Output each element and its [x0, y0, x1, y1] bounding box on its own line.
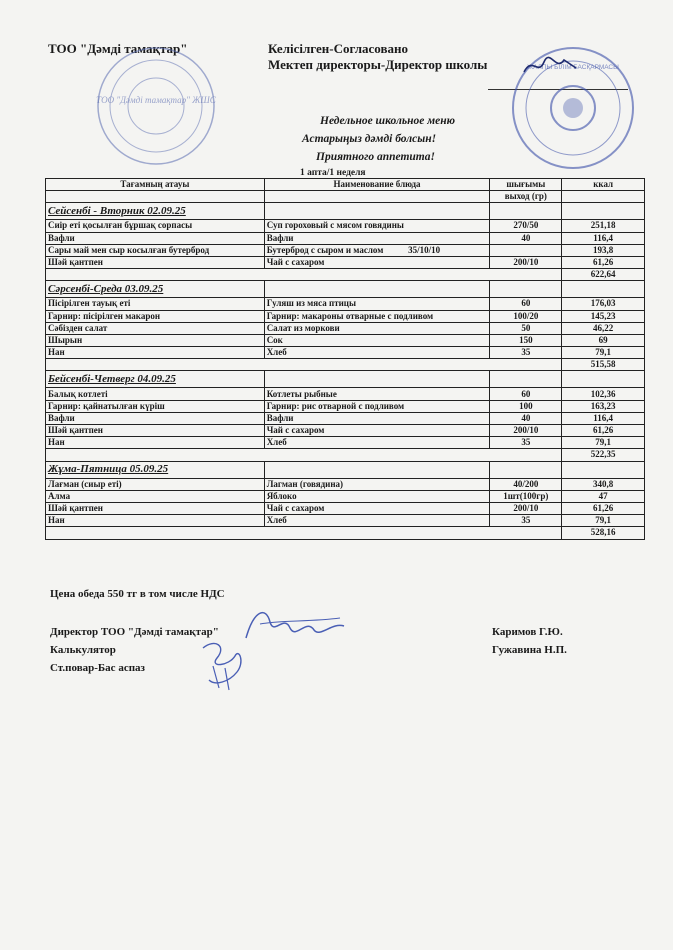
dish-yield: 40/200	[490, 478, 562, 490]
table-row	[46, 490, 645, 502]
total-row	[46, 527, 645, 539]
dish-kz: Сиір еті қосылған бұршақ сорпасы	[46, 220, 265, 232]
col-name-kz: Тағамның атауы	[46, 179, 265, 191]
dish-kz: Нан	[46, 515, 265, 527]
wish-kz: Астарыңыз дәмді болсын!	[302, 133, 437, 145]
dish-yield: 35	[490, 347, 562, 359]
header-row	[46, 179, 645, 191]
total-row	[46, 449, 645, 461]
dish-ru: Вафли	[264, 232, 490, 244]
school-stamp-text: ЖАЛПЫ БІЛІМ БАСҚАРМАСЫ	[527, 64, 619, 71]
dish-ru: Чай с сахаром	[264, 256, 490, 268]
menu-table	[45, 178, 645, 540]
col-yield-kz: шығымы	[490, 179, 562, 191]
day-row	[46, 203, 645, 220]
dish-kz: Балық котлеті	[46, 388, 265, 400]
dish-kcal: 145,23	[562, 310, 645, 322]
table-row	[46, 388, 645, 400]
dish-ru: Салат из моркови	[264, 322, 490, 334]
dish-ru: Чай с сахаром	[264, 425, 490, 437]
table-row	[46, 334, 645, 346]
dish-kz: Пісірілген тауық еті	[46, 298, 265, 310]
week-label: 1 апта/1 неделя	[300, 168, 366, 178]
day-total: 528,16	[562, 527, 645, 539]
dish-ru: Суп гороховый с мясом говядины	[264, 220, 490, 232]
day-row	[46, 371, 645, 388]
col-yield-ru: выход (гр)	[490, 191, 562, 203]
day-total: 522,35	[562, 449, 645, 461]
dish-ru: Чай с сахаром	[264, 502, 490, 514]
day-row	[46, 461, 645, 478]
dish-ru: Гарнир: макароны отварные с подливом	[264, 310, 490, 322]
dish-ru: Лагман (говядина)	[264, 478, 490, 490]
dish-yield: 40	[490, 232, 562, 244]
table-row	[46, 256, 645, 268]
dish-kz: Гарнир: қайнатылған күріш	[46, 400, 265, 412]
dish-kcal: 61,26	[562, 256, 645, 268]
dish-yield: 60	[490, 388, 562, 400]
table-row	[46, 298, 645, 310]
dish-ru: Котлеты рыбные	[264, 388, 490, 400]
dish-kcal: 116,4	[562, 232, 645, 244]
dish-kcal: 176,03	[562, 298, 645, 310]
dish-kcal: 61,26	[562, 502, 645, 514]
day-title: Сейсенбі - Вторник 02.09.25	[46, 203, 265, 220]
dish-kz: Нан	[46, 437, 265, 449]
calculator-signature	[195, 636, 255, 692]
dish-kz: Гарнир: пісірілген макарон	[46, 310, 265, 322]
table-row	[46, 310, 645, 322]
director-signature	[240, 600, 350, 650]
dish-kcal: 193,8	[562, 244, 645, 256]
dish-kz: Шырын	[46, 334, 265, 346]
table-row	[46, 437, 645, 449]
day-row	[46, 281, 645, 298]
dish-kcal: 79,1	[562, 437, 645, 449]
dish-ru: Гуляш из мяса птицы	[264, 298, 490, 310]
dish-kz: Шәй қантпен	[46, 502, 265, 514]
col-name-ru: Наименование блюда	[264, 179, 490, 191]
day-title: Жұма-Пятница 05.09.25	[46, 461, 265, 478]
dish-yield: 50	[490, 322, 562, 334]
table-row	[46, 502, 645, 514]
calculator-label: Калькулятор	[50, 644, 116, 656]
calculator-name: Гужавина Н.П.	[492, 644, 567, 656]
dish-yield: 200/10	[490, 425, 562, 437]
total-row	[46, 269, 645, 281]
dish-yield: 270/50	[490, 220, 562, 232]
dish-kcal: 46,22	[562, 322, 645, 334]
dish-kcal: 79,1	[562, 347, 645, 359]
dish-yield: 200/10	[490, 502, 562, 514]
dish-kz: Нан	[46, 347, 265, 359]
dish-ru: Вафли	[264, 412, 490, 424]
dish-yield	[490, 244, 562, 256]
approver-title: Мектеп директоры-Директор школы	[268, 57, 488, 72]
company-stamp	[95, 45, 217, 167]
total-row	[46, 359, 645, 371]
dish-ru: Хлеб	[264, 515, 490, 527]
dish-kcal: 79,1	[562, 515, 645, 527]
dish-yield: 100	[490, 400, 562, 412]
dish-kz: Шәй қантпен	[46, 425, 265, 437]
col-kcal: ккал	[562, 179, 645, 191]
table-row	[46, 244, 645, 256]
dish-kcal: 69	[562, 334, 645, 346]
table-row	[46, 478, 645, 490]
dish-ru: Сок	[264, 334, 490, 346]
dish-ru: Хлеб	[264, 437, 490, 449]
dish-kz: Шәй қантпен	[46, 256, 265, 268]
dish-yield: 1шт(100гр)	[490, 490, 562, 502]
dish-kz: Сары май мен сыр косылған бутерброд	[46, 244, 265, 256]
dish-kz: Вафли	[46, 232, 265, 244]
dish-kcal: 340,8	[562, 478, 645, 490]
dish-ru: Хлеб	[264, 347, 490, 359]
day-total: 622,64	[562, 269, 645, 281]
table-row	[46, 347, 645, 359]
dish-kz: Сәбізден салат	[46, 322, 265, 334]
table-row	[46, 425, 645, 437]
table-row	[46, 322, 645, 334]
table-row	[46, 400, 645, 412]
table-row	[46, 220, 645, 232]
dish-kcal: 251,18	[562, 220, 645, 232]
day-total: 515,58	[562, 359, 645, 371]
dish-kcal: 61,26	[562, 425, 645, 437]
lunch-price: Цена обеда 550 тг в том числе НДС	[50, 588, 225, 600]
dish-yield: 35	[490, 515, 562, 527]
dish-yield: 40	[490, 412, 562, 424]
dish-kz: Лағман (сиыр еті)	[46, 478, 265, 490]
dish-kcal: 47	[562, 490, 645, 502]
dish-kz: Алма	[46, 490, 265, 502]
wish-ru: Приятного аппетита!	[316, 151, 435, 163]
director-name: Каримов Г.Ю.	[492, 626, 563, 638]
company-stamp-text: ТОО "Дәмді тамақтар" ЖШС	[96, 95, 216, 105]
dish-ru: Яблоко	[264, 490, 490, 502]
cook-label: Ст.повар-Бас аспаз	[50, 662, 145, 674]
dish-yield: 100/20	[490, 310, 562, 322]
table-row	[46, 515, 645, 527]
dish-ru: Бутерброд с сыром и маслом 35/10/10	[264, 244, 490, 256]
dish-kz: Вафли	[46, 412, 265, 424]
table-row	[46, 412, 645, 424]
director-label: Директор ТОО "Дәмді тамақтар"	[50, 626, 219, 638]
day-title: Бейсенбі-Четверг 04.09.25	[46, 371, 265, 388]
dish-kcal: 116,4	[562, 412, 645, 424]
dish-kcal: 102,36	[562, 388, 645, 400]
header-row-2	[46, 191, 645, 203]
dish-yield: 150	[490, 334, 562, 346]
company-name: ТОО "Дәмді тамақтар"	[48, 41, 188, 56]
dish-yield: 60	[490, 298, 562, 310]
dish-kcal: 163,23	[562, 400, 645, 412]
approved-label: Келісілген-Согласовано	[268, 41, 408, 56]
dish-yield: 35	[490, 437, 562, 449]
dish-ru: Гарнир: рис отварной с подливом	[264, 400, 490, 412]
menu-title: Недельное школьное меню	[320, 115, 456, 127]
day-title: Сәрсенбі-Среда 03.09.25	[46, 281, 265, 298]
approver-signature	[520, 52, 580, 82]
table-row	[46, 232, 645, 244]
dish-yield: 200/10	[490, 256, 562, 268]
